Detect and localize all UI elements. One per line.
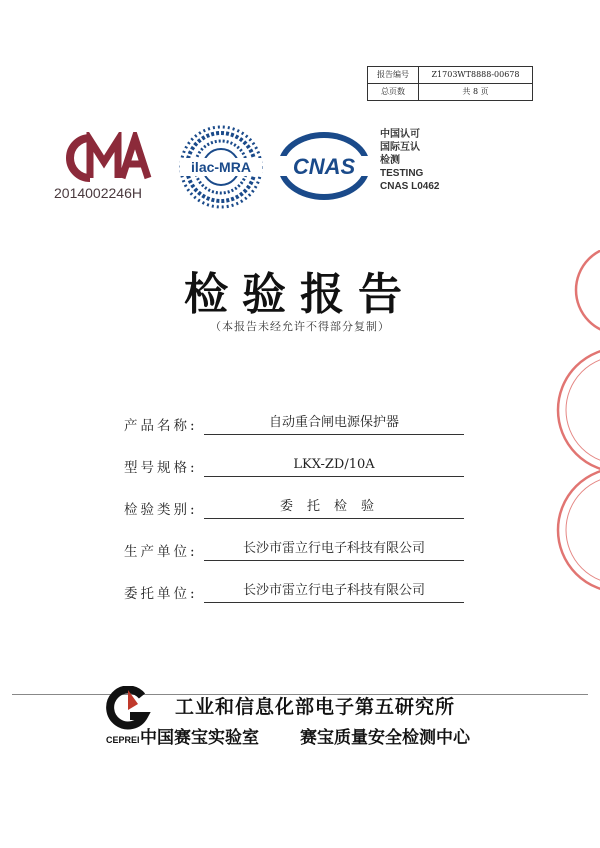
partial-seal-graphic: [540, 250, 600, 590]
field-model: [124, 456, 474, 480]
report-subtitle: （本报告未经允许不得部分复制）: [210, 320, 390, 333]
cnas-logo: [276, 130, 372, 202]
cnas-side-line: 中国认可: [380, 129, 420, 140]
field-manufacturer: [124, 540, 474, 564]
field-product-name: [124, 414, 474, 438]
cnas-side-line: 检测: [380, 155, 400, 166]
institute-name: 工业和信息化部电子第五研究所: [175, 696, 456, 718]
total-pages-value: 共 8 页: [462, 87, 489, 96]
field-value: LKX-ZD/10A: [204, 456, 464, 477]
report-info-table: [367, 66, 533, 101]
field-label: 委托单位:: [124, 586, 198, 602]
cnas-text: CNAS: [292, 154, 356, 179]
field-label: 检验类别:: [124, 502, 198, 518]
field-label: 生产单位:: [124, 544, 198, 560]
cma-number: 2014002246H: [54, 185, 142, 201]
field-client: [124, 582, 474, 606]
field-test-type: [124, 498, 474, 522]
total-pages-label: 总页数: [368, 84, 419, 100]
ilac-mra-text: ilac-MRA: [191, 159, 251, 175]
ceprei-logo-text: CEPREI: [106, 735, 140, 745]
field-value: 长沙市雷立行电子科技有限公司: [204, 540, 464, 561]
field-value: 委托检验: [204, 498, 464, 519]
field-label: 产品名称:: [124, 418, 198, 434]
lab-name-left: 中国赛宝实验室: [140, 728, 259, 748]
cnas-side-line: 国际互认: [380, 142, 420, 153]
cnas-side-line: CNAS L0462: [380, 181, 440, 192]
ilac-mra-logo: [178, 124, 264, 210]
cma-logo: [60, 132, 156, 184]
cnas-side-text: [380, 128, 439, 193]
field-value: 自动重合闸电源保护器: [204, 414, 464, 435]
report-number-value: Z1703WT8888-00678: [431, 70, 520, 79]
field-value: 长沙市雷立行电子科技有限公司: [204, 582, 464, 603]
report-title: 检验报告: [184, 269, 416, 320]
cnas-side-line: TESTING: [380, 168, 424, 179]
report-number-label: 报告编号: [368, 67, 419, 83]
field-label: 型号规格:: [124, 460, 198, 476]
lab-name-right: 赛宝质量安全检测中心: [300, 728, 470, 748]
